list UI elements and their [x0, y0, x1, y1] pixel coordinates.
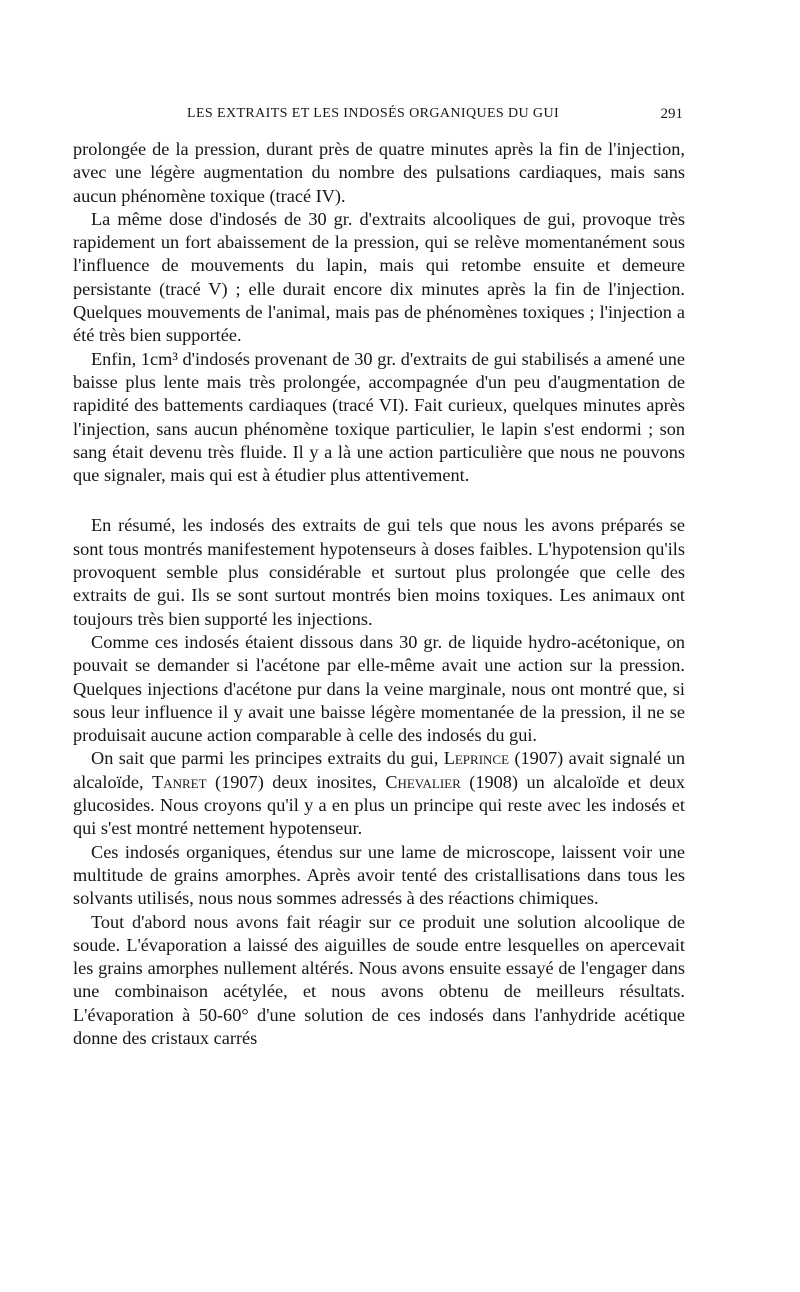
text-segment: (1907) deux inosites,: [206, 771, 386, 792]
paragraph-soude: Tout d'abord nous avons fait réagir sur ce produit une solution alcoolique de soude. L'évaporation a laissé des aiguilles de soude entre lesquelles on apercevait les grains amorphes nullement altérés. Nous avons ensuite essayé de l'engager dans une combinaison acétylée, et nous avons obtenu de meilleurs résultats. L'évaporation à 50-60° d'une solution de ces indosés dans l'anhydride acétique donne des cristaux carrés: [73, 911, 685, 1048]
paragraph-resume: En résumé, les indosés des extraits de gui tels que nous les avons préparés se sont tous montrés manifestement hypotenseurs à doses faibles. L'hypotension qu'ils provoquent semble plus considérable et surtout plus prolongée que celle des extraits de gui. Ils se sont surtout montrés bien moins toxiques. Les animaux ont toujours très bien supporté les injections.: [73, 515, 685, 629]
running-header: [75, 106, 683, 130]
text-segment: On sait que parmi les principes extraits du gui,: [91, 748, 444, 769]
paragraph-microscope: Ces indosés organiques, étendus sur une lame de microscope, laissent voir une multitude de grains amorphes. Après avoir tenté des cristallisations dans tous les solvants utilisés, nous nous sommes adressés à des réactions chimiques.: [73, 841, 685, 909]
paragraph-dose-alcooliques: La même dose d'indosés de 30 gr. d'extraits alcooliques de gui, provoque très rapidement un fort abaissement de la pression, qui se relève momentanément sous l'influence de mouvements du lapin, mais qui retombe ensuite et demeure persistante (tracé V) ; elle durait encore dix minutes après la fin de l'injection. Quelques mouvements de l'animal, mais pas de phénomènes toxiques ; l'injection a été très bien supportée.: [73, 208, 685, 346]
section-gap: [73, 487, 685, 514]
author-name-leprince: Leprince: [443, 748, 510, 769]
text-segment: (1908) un alcaloïde et deux glucosides. Nous croyons qu'il y a en plus un principe qui reste avec les indosés et qui s'est montré nettement hypotenseur.: [73, 771, 685, 839]
page-number: 291: [660, 106, 683, 122]
author-name-chevalier: Chevalier: [385, 771, 461, 792]
body-text: [73, 138, 685, 1050]
paragraph-continuation: prolongée de la pression, durant près de quatre minutes après la fin de l'injection, avec une légère augmentation du nombre des pulsations cardiaques, mais sans aucun phénomène toxique (tracé IV).: [73, 139, 685, 206]
paragraph-acetone: Comme ces indosés étaient dissous dans 30 gr. de liquide hydro-acétonique, on pouvait se demander si l'acétone par elle-même avait une action sur la pression. Quelques injections d'acétone pur dans la veine marginale, nous ont montré que, si sous leur influence il y avait une baisse légère momentanée de la pression, il ne se produisait aucune action comparable à celle des indosés du gui.: [73, 631, 685, 746]
running-title: LES EXTRAITS ET LES INDOSÉS ORGANIQUES DU GUI: [187, 106, 560, 121]
text-segment: (1907) avait signalé un alcaloïde,: [73, 748, 685, 792]
author-name-tanret: Tanret: [152, 771, 207, 792]
paragraph-principes-extraits: [73, 747, 685, 840]
paragraph-gui-stabilises: Enfin, 1cm³ d'indosés provenant de 30 gr. d'extraits de gui stabilisés a amené une baisse plus lente mais très prolongée, accompagnée d'un peu d'augmentation de rapidité des battements cardiaques (tracé VI). Fait curieux, quelques minutes après l'injection, sans aucun phénomène toxique particulier, le lapin s'est endormi ; son sang était devenu très fluide. Il y a là une action particulière que nous ne pouvons que signaler, mais qui est à étudier plus attentivement.: [73, 348, 685, 486]
